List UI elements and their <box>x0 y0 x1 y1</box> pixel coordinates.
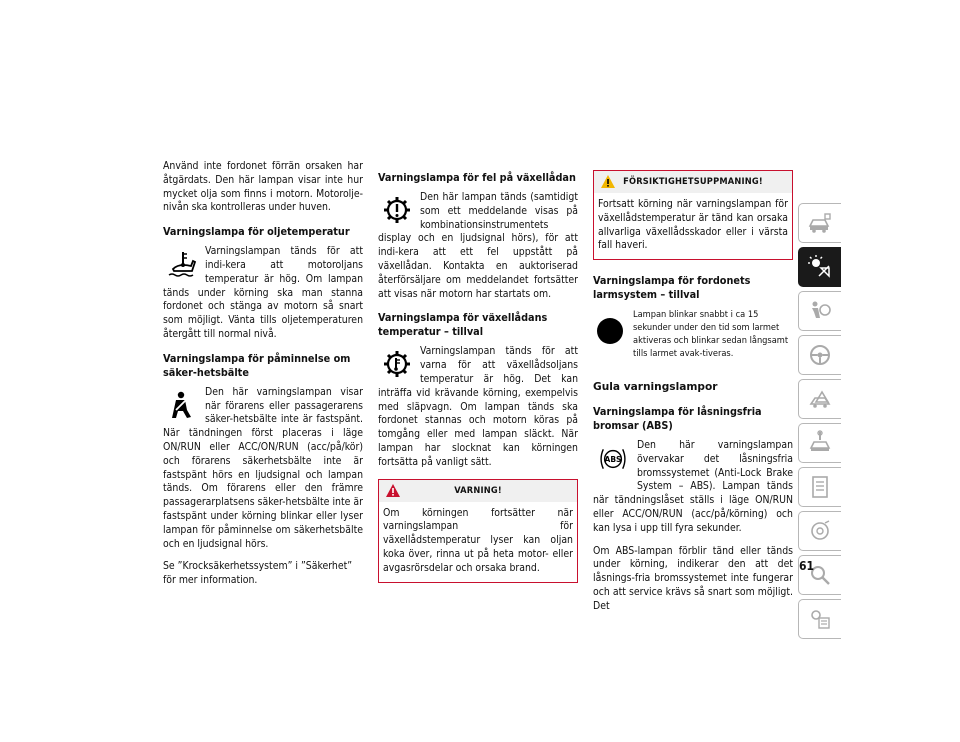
abs-continuation: Om ABS-lampan förblir tänd eller tänds under körning, indikerar den att det låsnings-fria bromssystemet inte fungerar och att service krävs så snart som möjligt. Det <box>593 544 793 612</box>
alarm-heading: Varningslampa för fordonets larmsystem – tillval <box>593 274 751 302</box>
emergency-triangle-icon <box>807 386 833 412</box>
tab-service[interactable] <box>798 423 841 463</box>
car-key-icon <box>807 210 833 236</box>
caution-box <box>593 170 793 260</box>
tab-customer-assistance[interactable] <box>798 599 841 639</box>
trans-fault-body: Den här lampan tänds (samtidigt som ett meddelande visas på kombinationsinstrumentets display och en ljudsignal hörs), för att indi-kera att ett fel uppstått på växellådan. Kontakta en auktoriserad återförsäljare om meddelandet fortsätter att visas när motorn har startats om. <box>378 191 578 300</box>
seatbelt-icon <box>163 386 201 424</box>
tab-safety[interactable] <box>798 291 841 331</box>
trans-temp-heading: Varningslampa för växellådans temperatur – tillval <box>378 311 548 339</box>
settings-list-icon <box>807 606 833 632</box>
alarm-body: Lampan blinkar snabbt i ca 15 sekunder under den tid som larmet aktiveras och blinkar sedan långsamt tills larmet avak-tiveras. <box>633 309 789 360</box>
steering-wheel-icon <box>807 342 833 368</box>
yellow-lamps-heading: Gula varningslampor <box>593 381 718 394</box>
column-3 <box>593 170 793 623</box>
document-list-icon <box>807 474 833 500</box>
see-also-paragraph: Se ”Krocksäkerhetssystem” i ”Säkerhet” för mer information. <box>163 560 353 587</box>
tab-instrument-cluster[interactable] <box>798 247 841 287</box>
tab-vehicle[interactable] <box>798 203 841 243</box>
seatbelt-heading: Varningslampa för påminnelse om säker-hetsbälte <box>163 351 351 379</box>
airbag-icon <box>807 298 833 324</box>
multimedia-icon <box>807 518 833 544</box>
transmission-temperature-icon <box>378 345 416 383</box>
trans-fault-heading: Varningslampa för fel på växellådan <box>378 171 576 184</box>
oil-temp-heading: Varningslampa för oljetemperatur <box>163 225 350 239</box>
warning-triangle-icon <box>600 174 616 189</box>
warning-box-body: Om körningen fortsätter när varningslampan för växellådstemperatur lyser kan oljan koka över, rinna ut på heta motor- eller avgasrörsdelar och orsaka brand. <box>383 506 573 574</box>
warning-box-title: VARNING! <box>454 484 502 496</box>
page-number: 61 <box>799 559 815 573</box>
warning-box-header <box>379 480 577 502</box>
chapter-tabs <box>798 203 842 643</box>
tab-multimedia[interactable] <box>798 511 841 551</box>
warning-lights-icon <box>807 254 833 280</box>
tab-specifications[interactable] <box>798 467 841 507</box>
column-1 <box>163 160 363 597</box>
warning-box <box>378 479 578 583</box>
abs-icon-label: ABS <box>604 455 622 465</box>
column-2 <box>378 160 578 589</box>
tab-starting-driving[interactable] <box>798 335 841 375</box>
caution-box-title: FÖRSIKTIGHETSUPPMANING! <box>623 176 763 188</box>
caution-box-body: Fortsatt körning när varningslampan för växellådstemperatur är tänd kan orsaka allvarliga växellådsskador eller i värsta fall haveri. <box>598 198 788 252</box>
abs-icon <box>593 439 633 479</box>
abs-heading: Varningslampa för låsningsfria bromsar (ABS) <box>593 404 762 432</box>
intro-paragraph: Använd inte fordonet förrän orsaken har åtgärdats. Den här lampan visar inte hur mycket olja som finns i motorn. Motorolje-nivån ska kontrolleras under huven. <box>163 160 363 214</box>
abs-body: Den här varningslampan övervakar det låsningsfria bromssystemet (Anti-Lock Brake System – ABS). Lampan tänds när tändningslåset ställs i läge ON/RUN eller ACC/ON/RUN (acc/på/körning) och kan lysa i upp till fyra sekunder. <box>593 438 793 534</box>
security-alarm-icon <box>593 314 627 348</box>
caution-box-header <box>594 171 792 193</box>
transmission-fault-icon <box>378 191 416 229</box>
service-wrench-icon <box>807 430 833 456</box>
oil-temp-body: Varningslampan tänds för att indi-kera att motoroljans temperatur är hög. Om lampan tänds under körning ska man stanna fordonet och stänga av motorn så snart som möjligt. Vänta tills oljetemperaturen återgått till normal nivå. <box>163 245 363 340</box>
seatbelt-body: Den här varningslampan visar när förarens eller passagerarens säker-hetsbälte inte är fastspänt. När tändningen först placeras i läge ON/RUN eller ACC/ON/RUN (acc/på/kör) och förarens säkerhetsbälte inte är fastspänt hörs en ljudsignal och lampan tänds. Om förarens eller den främre passagerarplatsens säker-hetsbälte inte är fastspänt under körning blinkar eller lyser lampan för påminnelse om säkerhetsbälte och en ljudsignal hörs. <box>163 385 363 550</box>
trans-temp-body: Varningslampan tänds för att varna för att växellådsoljans temperatur är hög. Det kan inträffa vid krävande körning, exempelvis med släpvagn. Om lampan tänds ska fordonet stannas och motorn köras på tomgång eller med lampan släckt. När lampan har slocknat kan körningen fortsätta på vanligt sätt. <box>378 345 578 468</box>
tab-emergency[interactable] <box>798 379 841 419</box>
warning-triangle-icon <box>385 483 401 498</box>
oil-temperature-icon <box>163 245 201 283</box>
